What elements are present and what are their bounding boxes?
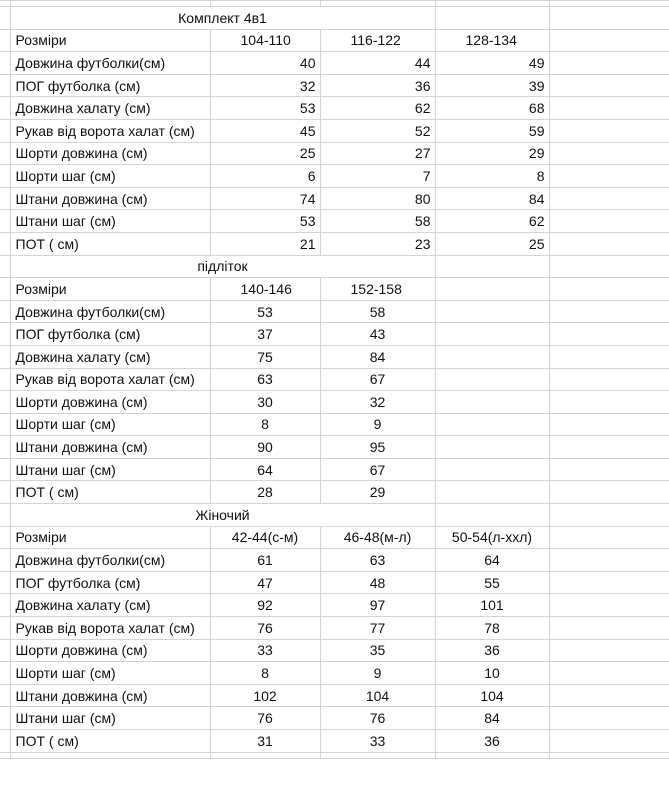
measurement-label[interactable]: Штани довжина (см) bbox=[10, 684, 210, 707]
table-row bbox=[0, 481, 669, 504]
measurement-value[interactable]: 84 bbox=[435, 707, 549, 730]
table-row bbox=[0, 210, 669, 233]
measurement-value[interactable]: 101 bbox=[435, 594, 549, 617]
measurement-label[interactable]: ПОГ футболка (см) bbox=[10, 571, 210, 594]
measurement-label[interactable]: Штани шаг (см) bbox=[10, 458, 210, 481]
cell[interactable] bbox=[0, 187, 10, 210]
table-row bbox=[0, 571, 669, 594]
cell[interactable] bbox=[549, 594, 669, 617]
cell[interactable] bbox=[549, 232, 669, 255]
cell[interactable] bbox=[0, 300, 10, 323]
measurement-value[interactable]: 75 bbox=[210, 345, 320, 368]
measurement-value[interactable]: 29 bbox=[435, 142, 549, 165]
measurement-value[interactable] bbox=[435, 391, 549, 414]
table-row bbox=[0, 594, 669, 617]
measurement-value[interactable]: 55 bbox=[435, 571, 549, 594]
measurement-value[interactable]: 27 bbox=[320, 142, 435, 165]
measurement-value[interactable] bbox=[435, 481, 549, 504]
cell[interactable] bbox=[0, 52, 10, 75]
size-header-cell[interactable]: 50-54(л-ххл) bbox=[435, 526, 549, 549]
measurement-value[interactable] bbox=[435, 458, 549, 481]
cell[interactable] bbox=[0, 323, 10, 346]
cell[interactable] bbox=[0, 278, 10, 301]
cell[interactable] bbox=[549, 52, 669, 75]
section-title-row bbox=[0, 504, 669, 527]
measurement-value[interactable]: 104 bbox=[435, 684, 549, 707]
cell[interactable] bbox=[549, 436, 669, 459]
measurement-value[interactable]: 63 bbox=[320, 549, 435, 572]
measurement-value[interactable] bbox=[435, 300, 549, 323]
section-title[interactable]: Жіночий bbox=[10, 504, 435, 527]
measurement-value[interactable]: 33 bbox=[210, 639, 320, 662]
measurement-value[interactable]: 59 bbox=[435, 119, 549, 142]
measurement-label[interactable]: Шорти довжина (см) bbox=[10, 639, 210, 662]
cell[interactable] bbox=[0, 119, 10, 142]
cell[interactable] bbox=[549, 662, 669, 685]
cell[interactable] bbox=[549, 323, 669, 346]
measurement-value[interactable]: 76 bbox=[210, 707, 320, 730]
table-row bbox=[0, 684, 669, 707]
measurement-label[interactable]: Штани довжина (см) bbox=[10, 436, 210, 459]
cell[interactable] bbox=[435, 7, 549, 30]
cell[interactable] bbox=[210, 752, 320, 758]
measurement-label[interactable]: Рукав від ворота халат (см) bbox=[10, 617, 210, 640]
cell[interactable] bbox=[549, 707, 669, 730]
measurement-value[interactable]: 45 bbox=[210, 119, 320, 142]
cell[interactable] bbox=[0, 458, 10, 481]
measurement-value[interactable]: 53 bbox=[210, 97, 320, 120]
table-row bbox=[0, 345, 669, 368]
table-row bbox=[0, 142, 669, 165]
table-row bbox=[0, 707, 669, 730]
measurement-value[interactable] bbox=[435, 323, 549, 346]
size-header-cell[interactable]: 46-48(м-л) bbox=[320, 526, 435, 549]
cell[interactable] bbox=[549, 458, 669, 481]
section-title-row bbox=[0, 7, 669, 30]
size-header-row bbox=[0, 526, 669, 549]
measurement-label[interactable]: Рукав від ворота халат (см) bbox=[10, 368, 210, 391]
cell[interactable] bbox=[0, 752, 10, 758]
measurement-label[interactable]: Шорти довжина (см) bbox=[10, 142, 210, 165]
measurement-value[interactable]: 64 bbox=[210, 458, 320, 481]
measurement-label[interactable]: ПОГ футболка (см) bbox=[10, 74, 210, 97]
cell[interactable] bbox=[0, 639, 10, 662]
cell[interactable] bbox=[549, 368, 669, 391]
table-row bbox=[0, 436, 669, 459]
cell[interactable] bbox=[0, 684, 10, 707]
measurement-value[interactable]: 76 bbox=[210, 617, 320, 640]
measurement-value[interactable]: 8 bbox=[435, 165, 549, 188]
table-row bbox=[0, 187, 669, 210]
cell[interactable] bbox=[0, 662, 10, 685]
measurement-label[interactable]: Довжина футболки(см) bbox=[10, 549, 210, 572]
measurement-value[interactable]: 9 bbox=[320, 662, 435, 685]
cell[interactable] bbox=[0, 210, 10, 233]
measurement-value[interactable]: 6 bbox=[210, 165, 320, 188]
table-row bbox=[0, 549, 669, 572]
measurement-value[interactable]: 47 bbox=[210, 571, 320, 594]
cell[interactable] bbox=[0, 504, 10, 527]
bottom-partial-row bbox=[0, 752, 669, 758]
measurement-value[interactable]: 67 bbox=[320, 458, 435, 481]
measurement-value[interactable] bbox=[435, 368, 549, 391]
cell[interactable] bbox=[549, 752, 669, 758]
size-header-cell[interactable]: 42-44(с-м) bbox=[210, 526, 320, 549]
measurement-value[interactable]: 35 bbox=[320, 639, 435, 662]
measurement-value[interactable]: 95 bbox=[320, 436, 435, 459]
cell[interactable] bbox=[549, 187, 669, 210]
measurement-label[interactable]: Шорти шаг (см) bbox=[10, 165, 210, 188]
measurement-value[interactable]: 53 bbox=[210, 300, 320, 323]
measurement-value[interactable]: 7 bbox=[320, 165, 435, 188]
measurement-value[interactable]: 39 bbox=[435, 74, 549, 97]
cell[interactable] bbox=[549, 210, 669, 233]
cell[interactable] bbox=[549, 504, 669, 527]
measurement-value[interactable]: 78 bbox=[435, 617, 549, 640]
measurement-value[interactable]: 102 bbox=[210, 684, 320, 707]
measurement-value[interactable]: 80 bbox=[320, 187, 435, 210]
measurement-value[interactable]: 48 bbox=[320, 571, 435, 594]
measurement-value[interactable]: 53 bbox=[210, 210, 320, 233]
cell[interactable] bbox=[0, 526, 10, 549]
cell[interactable] bbox=[0, 255, 10, 278]
measurement-value[interactable]: 74 bbox=[210, 187, 320, 210]
table-row bbox=[0, 413, 669, 436]
measurement-label[interactable]: Шорти шаг (см) bbox=[10, 662, 210, 685]
table-row bbox=[0, 617, 669, 640]
cell[interactable] bbox=[0, 571, 10, 594]
table-row bbox=[0, 662, 669, 685]
cell[interactable] bbox=[549, 119, 669, 142]
measurement-label[interactable]: Довжина футболки(см) bbox=[10, 52, 210, 75]
measurement-value[interactable]: 8 bbox=[210, 662, 320, 685]
measurement-value[interactable]: 76 bbox=[320, 707, 435, 730]
cell[interactable] bbox=[549, 481, 669, 504]
section-title-row bbox=[0, 255, 669, 278]
cell[interactable] bbox=[549, 345, 669, 368]
table-row bbox=[0, 639, 669, 662]
measurement-label[interactable]: Штани довжина (см) bbox=[10, 187, 210, 210]
measurement-value[interactable]: 33 bbox=[320, 730, 435, 753]
cell[interactable] bbox=[435, 504, 549, 527]
measurement-label[interactable]: Довжина халату (см) bbox=[10, 345, 210, 368]
measurement-label[interactable]: ПОТ ( см) bbox=[10, 730, 210, 753]
table-row bbox=[0, 391, 669, 414]
measurement-value[interactable]: 92 bbox=[210, 594, 320, 617]
cell[interactable] bbox=[549, 526, 669, 549]
cell[interactable] bbox=[549, 549, 669, 572]
size-header-row bbox=[0, 278, 669, 301]
size-label[interactable]: Розміри bbox=[10, 29, 210, 52]
table-row bbox=[0, 458, 669, 481]
cell[interactable] bbox=[549, 97, 669, 120]
measurement-value[interactable]: 40 bbox=[210, 52, 320, 75]
measurement-label[interactable]: ПОТ ( см) bbox=[10, 481, 210, 504]
cell[interactable] bbox=[435, 255, 549, 278]
measurement-value[interactable]: 23 bbox=[320, 232, 435, 255]
measurement-value[interactable] bbox=[435, 413, 549, 436]
size-label[interactable]: Розміри bbox=[10, 278, 210, 301]
measurement-value[interactable]: 8 bbox=[210, 413, 320, 436]
measurement-value[interactable]: 36 bbox=[435, 639, 549, 662]
cell[interactable] bbox=[0, 232, 10, 255]
measurement-value[interactable]: 28 bbox=[210, 481, 320, 504]
measurement-value[interactable] bbox=[435, 436, 549, 459]
measurement-value[interactable]: 62 bbox=[435, 210, 549, 233]
cell[interactable] bbox=[0, 142, 10, 165]
cell[interactable] bbox=[549, 7, 669, 30]
cell[interactable] bbox=[549, 300, 669, 323]
cell[interactable] bbox=[549, 730, 669, 753]
measurement-value[interactable]: 37 bbox=[210, 323, 320, 346]
cell[interactable] bbox=[549, 639, 669, 662]
cell[interactable] bbox=[0, 481, 10, 504]
cell[interactable] bbox=[549, 413, 669, 436]
measurement-value[interactable]: 97 bbox=[320, 594, 435, 617]
cell[interactable] bbox=[0, 368, 10, 391]
size-header-row bbox=[0, 29, 669, 52]
measurement-value[interactable]: 90 bbox=[210, 436, 320, 459]
cell[interactable] bbox=[0, 29, 10, 52]
measurement-value[interactable]: 62 bbox=[320, 97, 435, 120]
cell[interactable] bbox=[0, 74, 10, 97]
cell[interactable] bbox=[0, 549, 10, 572]
cell[interactable] bbox=[549, 165, 669, 188]
table-row bbox=[0, 97, 669, 120]
cell[interactable] bbox=[10, 752, 210, 758]
size-header-cell[interactable] bbox=[435, 278, 549, 301]
table-row bbox=[0, 232, 669, 255]
grid-body bbox=[0, 1, 669, 759]
measurement-value[interactable]: 9 bbox=[320, 413, 435, 436]
measurement-value[interactable]: 49 bbox=[435, 52, 549, 75]
measurement-label[interactable]: ПОГ футболка (см) bbox=[10, 323, 210, 346]
measurement-value[interactable]: 84 bbox=[320, 345, 435, 368]
size-header-cell[interactable]: 116-122 bbox=[320, 29, 435, 52]
measurement-value[interactable] bbox=[435, 345, 549, 368]
measurement-value[interactable]: 77 bbox=[320, 617, 435, 640]
cell[interactable] bbox=[0, 707, 10, 730]
table-row bbox=[0, 368, 669, 391]
measurement-value[interactable]: 25 bbox=[435, 232, 549, 255]
cell[interactable] bbox=[549, 571, 669, 594]
measurement-value[interactable]: 63 bbox=[210, 368, 320, 391]
measurement-label[interactable]: ПОТ ( см) bbox=[10, 232, 210, 255]
measurement-label[interactable]: Довжина халату (см) bbox=[10, 97, 210, 120]
cell[interactable] bbox=[549, 391, 669, 414]
measurement-value[interactable]: 68 bbox=[435, 97, 549, 120]
measurement-value[interactable]: 25 bbox=[210, 142, 320, 165]
measurement-value[interactable]: 32 bbox=[320, 391, 435, 414]
measurement-value[interactable]: 104 bbox=[320, 684, 435, 707]
measurement-label[interactable]: Довжина халату (см) bbox=[10, 594, 210, 617]
measurement-label[interactable]: Рукав від ворота халат (см) bbox=[10, 119, 210, 142]
measurement-value[interactable]: 29 bbox=[320, 481, 435, 504]
measurement-value[interactable]: 44 bbox=[320, 52, 435, 75]
cell[interactable] bbox=[0, 345, 10, 368]
measurement-value[interactable]: 30 bbox=[210, 391, 320, 414]
size-header-cell[interactable]: 152-158 bbox=[320, 278, 435, 301]
size-header-cell[interactable]: 104-110 bbox=[210, 29, 320, 52]
measurement-value[interactable]: 84 bbox=[435, 187, 549, 210]
measurement-label[interactable]: Довжина футболки(см) bbox=[10, 300, 210, 323]
table-row bbox=[0, 165, 669, 188]
size-header-cell[interactable]: 128-134 bbox=[435, 29, 549, 52]
measurement-value[interactable]: 21 bbox=[210, 232, 320, 255]
measurement-value[interactable]: 58 bbox=[320, 210, 435, 233]
cell[interactable] bbox=[549, 278, 669, 301]
cell[interactable] bbox=[549, 74, 669, 97]
cell[interactable] bbox=[549, 617, 669, 640]
table-row bbox=[0, 74, 669, 97]
cell[interactable] bbox=[0, 165, 10, 188]
measurement-value[interactable]: 36 bbox=[320, 74, 435, 97]
cell[interactable] bbox=[0, 391, 10, 414]
measurement-label[interactable]: Штани шаг (см) bbox=[10, 707, 210, 730]
cell[interactable] bbox=[549, 142, 669, 165]
measurement-value[interactable]: 52 bbox=[320, 119, 435, 142]
size-header-cell[interactable]: 140-146 bbox=[210, 278, 320, 301]
cell[interactable] bbox=[0, 617, 10, 640]
cell[interactable] bbox=[549, 29, 669, 52]
measurement-value[interactable]: 10 bbox=[435, 662, 549, 685]
cell[interactable] bbox=[549, 255, 669, 278]
cell[interactable] bbox=[0, 97, 10, 120]
measurement-value[interactable]: 61 bbox=[210, 549, 320, 572]
measurement-label[interactable]: Шорти шаг (см) bbox=[10, 413, 210, 436]
cell[interactable] bbox=[0, 7, 10, 30]
cell[interactable] bbox=[0, 594, 10, 617]
measurement-value[interactable]: 36 bbox=[435, 730, 549, 753]
measurement-label[interactable]: Штани шаг (см) bbox=[10, 210, 210, 233]
size-label[interactable]: Розміри bbox=[10, 526, 210, 549]
section-title[interactable]: підліток bbox=[10, 255, 435, 278]
table-row bbox=[0, 119, 669, 142]
table-row bbox=[0, 323, 669, 346]
table-row bbox=[0, 300, 669, 323]
table-row bbox=[0, 52, 669, 75]
cell[interactable] bbox=[320, 752, 435, 758]
measurement-value[interactable]: 67 bbox=[320, 368, 435, 391]
measurement-value[interactable]: 64 bbox=[435, 549, 549, 572]
cell[interactable] bbox=[0, 730, 10, 753]
cell[interactable] bbox=[0, 436, 10, 459]
measurement-value[interactable]: 31 bbox=[210, 730, 320, 753]
measurement-value[interactable]: 32 bbox=[210, 74, 320, 97]
table-row bbox=[0, 730, 669, 753]
cell[interactable] bbox=[549, 684, 669, 707]
cell[interactable] bbox=[0, 413, 10, 436]
section-title[interactable]: Комплект 4в1 bbox=[10, 7, 435, 30]
cell[interactable] bbox=[435, 752, 549, 758]
measurement-value[interactable]: 43 bbox=[320, 323, 435, 346]
measurement-value[interactable]: 58 bbox=[320, 300, 435, 323]
measurement-label[interactable]: Шорти довжина (см) bbox=[10, 391, 210, 414]
